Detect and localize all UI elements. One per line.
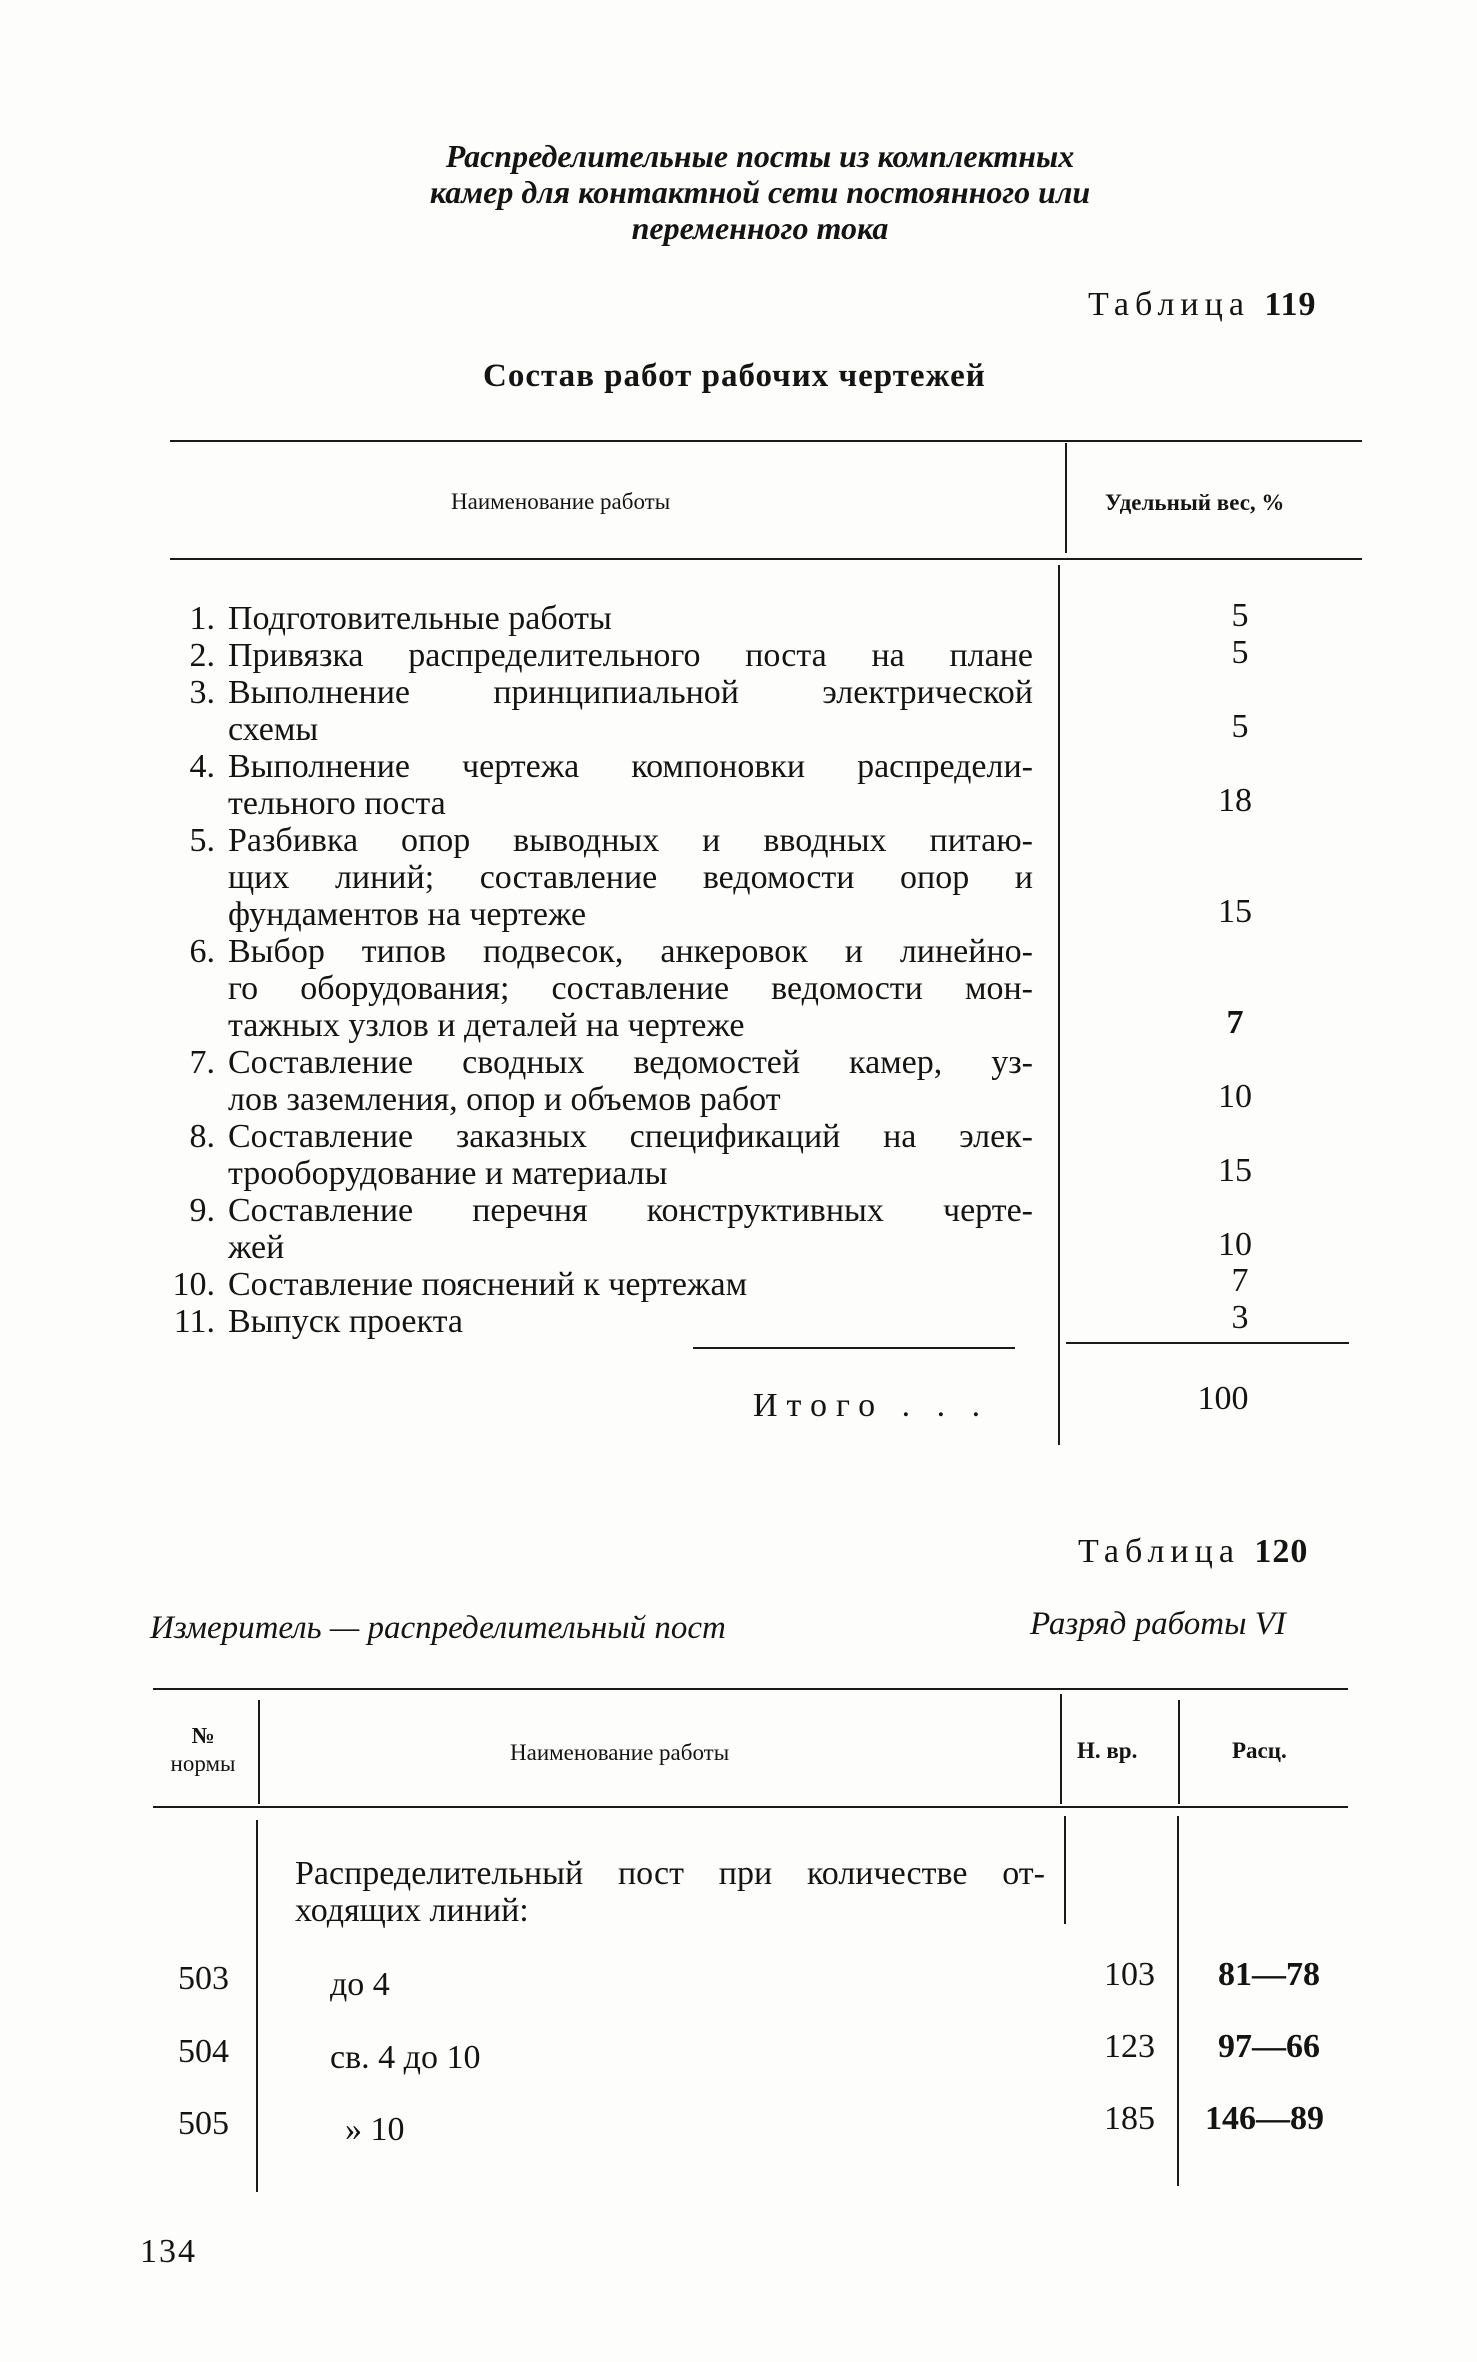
table-120-body-divider-3 [1177, 1816, 1179, 2186]
row-value: 3 [1231, 1299, 1249, 1336]
row-text-line: Составление перечня конструктивных черте- [228, 1192, 1033, 1229]
time-504: 123 [1104, 2028, 1155, 2065]
norm-505: 505 [178, 2105, 229, 2142]
row-number: 2. [189, 637, 215, 674]
row-number: 10. [172, 1266, 215, 1303]
table-119-col-name: Наименование работы [451, 489, 671, 514]
heading-line-3: переменного тока [631, 210, 889, 246]
row-text-line: тажных узлов и деталей на чертеже [228, 1007, 745, 1044]
row-text-line: Выполнение чертежа компоновки распредели- [228, 748, 1033, 785]
time-503: 103 [1104, 1956, 1155, 1993]
time-505: 185 [1104, 2100, 1155, 2137]
table-119-caption [1088, 286, 1317, 324]
row-number: 8. [189, 1118, 215, 1155]
table-120-col-rate: Расц. [1232, 1738, 1287, 1763]
table-120-header-rule [153, 1806, 1348, 1808]
row-number: 11. [173, 1303, 215, 1340]
work-name-505: » 10 [345, 2111, 405, 2148]
total-value: 100 [1197, 1380, 1249, 1417]
row-text-line: Подготовительные работы [228, 600, 612, 637]
grade-caption: Разряд работы VI [1030, 1606, 1286, 1642]
table-120-caption [1078, 1533, 1308, 1571]
row-value: 5 [1231, 634, 1249, 671]
total-rule-left [693, 1347, 1015, 1349]
row-text-line: тельного поста [228, 785, 446, 822]
col-norm-label: нормы [170, 1751, 236, 1776]
table-119-column-divider [1058, 565, 1060, 1445]
table-120-number: 120 [1254, 1533, 1309, 1570]
table-119-header-divider [1065, 443, 1067, 553]
rate-503: 81—78 [1218, 1956, 1320, 1993]
section-heading [330, 138, 1190, 246]
row-text-line: Составление сводных ведомостей камер, уз- [228, 1044, 1033, 1081]
page-number: 134 [140, 2233, 197, 2270]
row-value: 5 [1231, 708, 1249, 745]
heading-line-2: камер для контактной сети постоянного или [429, 174, 1091, 210]
row-text-line: фундаментов на чертеже [228, 896, 587, 933]
table-120-top-rule [153, 1688, 1348, 1690]
row-value: 15 [1218, 1152, 1252, 1189]
col-norm-symbol: № [191, 1723, 215, 1748]
row-text-line: Выбор типов подвесок, анкеровок и линейно- [228, 933, 1033, 970]
table-120-label: Таблица [1078, 1533, 1240, 1570]
row-text-line: го оборудования; составление ведомости мон- [228, 970, 1033, 1007]
total-rule-right [1066, 1342, 1349, 1344]
norm-503: 503 [178, 1960, 229, 1997]
row-value: 10 [1218, 1226, 1252, 1263]
row-number: 3. [189, 674, 215, 711]
rate-505: 146—89 [1205, 2100, 1324, 2137]
row-text-line: Составление заказных спецификаций на элек- [228, 1118, 1033, 1155]
row-text-line: Привязка распределительного поста на плане [228, 637, 1033, 674]
row-value: 7 [1226, 1004, 1244, 1041]
table-119-col-weight: Удельный вес, % [1105, 490, 1285, 515]
row-number: 4. [189, 748, 215, 785]
total-label: Итого . . . [753, 1387, 990, 1424]
group-text-line-1: Распределительный пост при количестве от- [295, 1855, 1045, 1892]
table-120-body-divider-1 [256, 1820, 258, 2192]
group-text-line-2: ходящих линий: [295, 1892, 529, 1929]
row-value: 10 [1218, 1078, 1252, 1115]
table-120-divider-3 [1178, 1700, 1180, 1804]
row-text-line: щих линий; составление ведомости опор и [228, 859, 1033, 896]
row-number: 9. [189, 1192, 215, 1229]
row-value: 18 [1218, 782, 1252, 819]
table-119-top-rule [170, 440, 1362, 442]
meter-caption: Измеритель — распределительный пост [150, 1610, 726, 1646]
row-number: 5. [189, 822, 215, 859]
row-number: 7. [189, 1044, 215, 1081]
work-name-504: св. 4 до 10 [330, 2039, 481, 2076]
table-120-divider-1 [258, 1700, 260, 1804]
row-text-line: лов заземления, опор и объемов работ [228, 1081, 781, 1118]
row-text-line: Разбивка опор выводных и вводных питаю- [228, 822, 1033, 859]
table-119-label: Таблица [1088, 286, 1250, 323]
work-name-503: до 4 [330, 1966, 390, 2003]
rate-504: 97—66 [1218, 2028, 1320, 2065]
row-text-line: Составление пояснений к чертежам [228, 1266, 748, 1303]
table-120-col-time: Н. вр. [1077, 1738, 1138, 1763]
row-number: 1. [189, 600, 215, 637]
row-value: 5 [1231, 597, 1249, 634]
norm-504: 504 [178, 2033, 229, 2070]
row-value: 15 [1218, 893, 1252, 930]
row-text-line: схемы [228, 711, 319, 748]
table-120-body-divider-2 [1064, 1816, 1066, 1924]
row-number: 6. [189, 933, 215, 970]
table-119-header-rule [170, 558, 1362, 560]
table-120-col-name: Наименование работы [510, 1740, 730, 1765]
row-text-line: жей [228, 1229, 285, 1266]
table-119-number: 119 [1264, 286, 1317, 323]
heading-line-1: Распределительные посты из комплектных [445, 138, 1075, 174]
row-value: 7 [1231, 1262, 1249, 1299]
table-120-col-norm [153, 1722, 253, 1778]
table-120-divider-2 [1060, 1694, 1062, 1804]
row-text-line: Выпуск проекта [228, 1303, 463, 1340]
row-text-line: трооборудование и материалы [228, 1155, 668, 1192]
table-119-title: Состав работ рабочих чертежей [483, 358, 986, 394]
row-text-line: Выполнение принципиальной электрической [228, 674, 1033, 711]
